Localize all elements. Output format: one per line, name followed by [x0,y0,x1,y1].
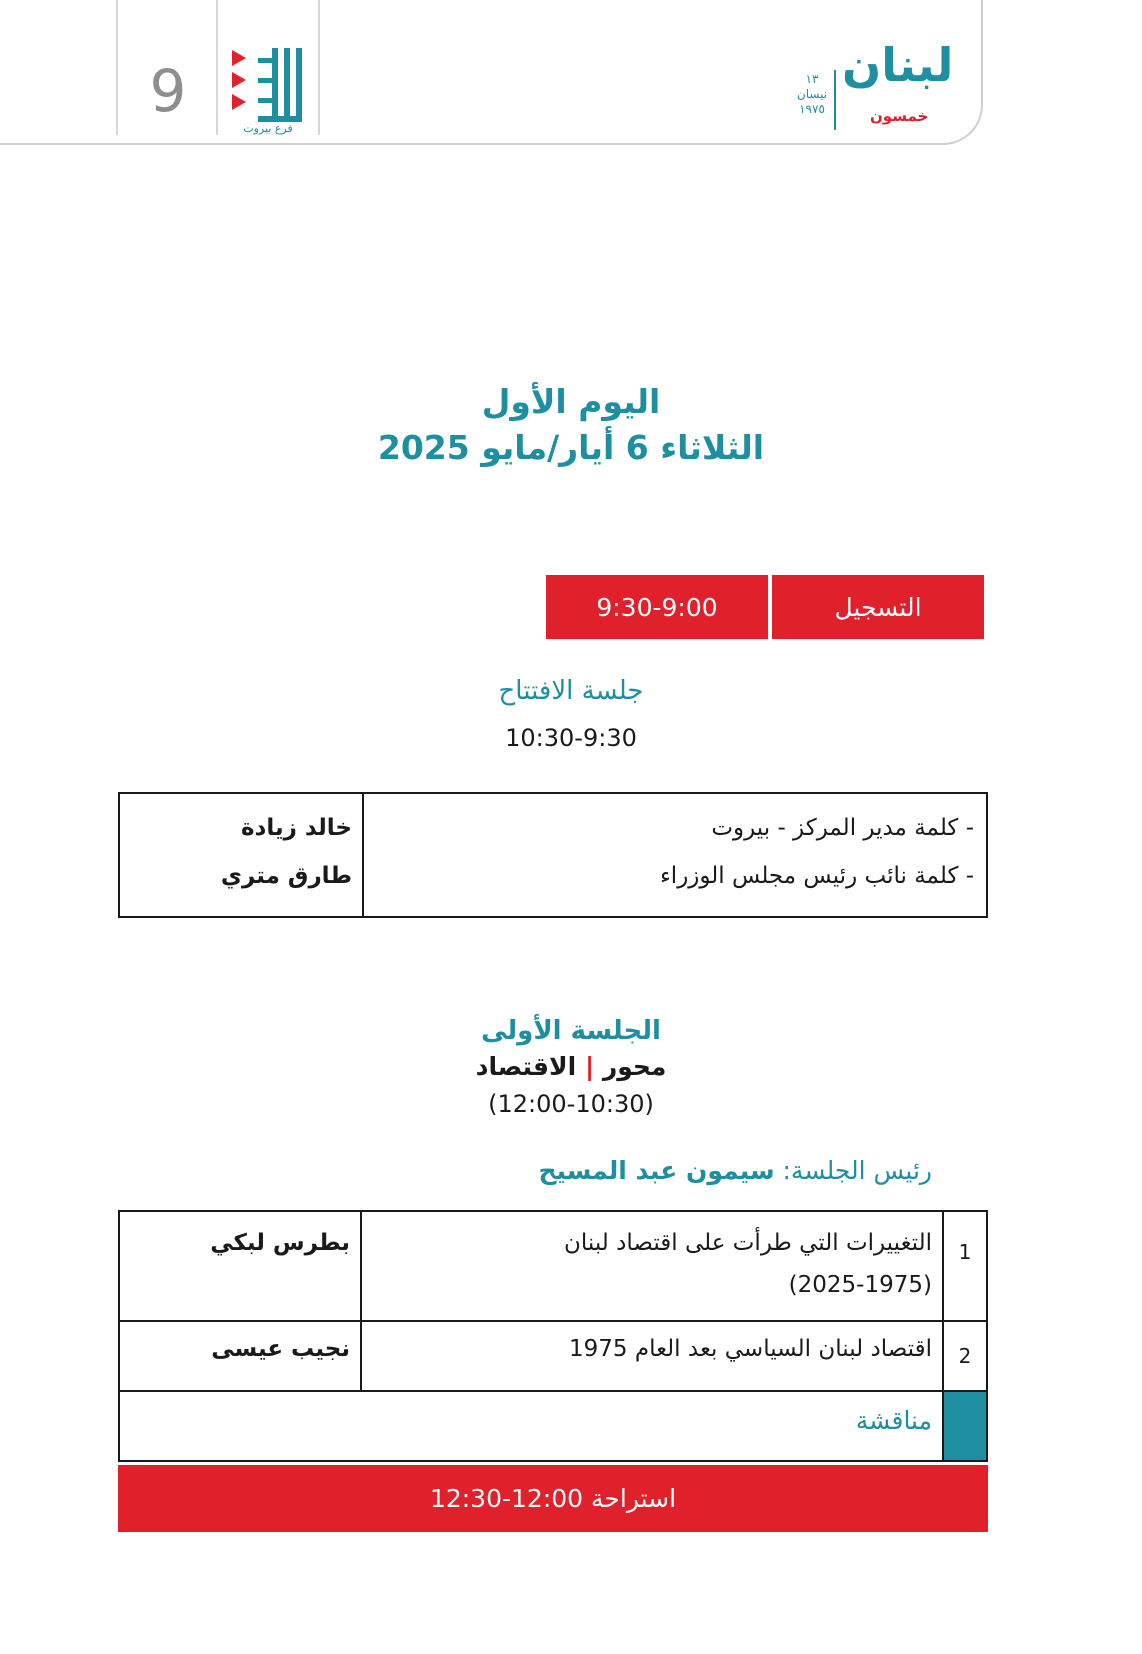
page-number: 9 [149,57,187,125]
paper-title-years: (2025-1975) [788,1272,932,1298]
session-chair [400,1156,932,1185]
paper-title-cell [361,1211,943,1321]
break-label: استراحة [591,1484,677,1513]
brand-date-year: ١٩٧٥ [799,102,825,116]
opening-speakers-cell [119,793,363,917]
opening-item: - كلمة نائب رئيس مجلس الوزراء [659,863,974,889]
registration-time: 9:30-9:00 [546,575,768,639]
opening-table [118,792,988,918]
session1-table [118,1210,988,1462]
chair-name: سيمون عبد المسيح [538,1156,775,1185]
paper-title: اقتصاد لبنان السياسي بعد العام 1975 [361,1321,943,1391]
header-divider [318,0,320,135]
day-title: اليوم الأول [481,382,661,421]
discussion-marker [943,1391,987,1461]
center-logo-text: فرع بيروت [243,122,293,135]
paper-number: 1 [943,1211,987,1321]
axis-name: الاقتصاد [475,1052,577,1081]
break-time: 12:30-12:00 [429,1484,584,1513]
paper-speaker: بطرس لبكي [119,1211,361,1321]
brand-logo: لبنان [842,38,954,92]
axis-label: محور [602,1052,667,1081]
opening-time: 10:30-9:30 [505,724,637,752]
discussion-label: مناقشة [119,1391,943,1461]
brand-subtitle: خمسون [870,107,929,125]
paper-number: 2 [943,1321,987,1391]
header-divider [116,0,118,135]
session1-time: (12:00-10:30) [488,1090,654,1118]
brand-date-day: ١٣ [805,72,819,86]
registration-label: التسجيل [772,575,984,639]
day-date: الثلاثاء 6 أيار/مايو 2025 [377,428,765,467]
header-divider [216,0,218,135]
brand-divider [834,70,836,130]
chair-label: رئيس الجلسة: [782,1156,932,1185]
paper-speaker: نجيب عيسى [119,1321,361,1391]
session1-axis [0,1052,1142,1081]
brand-date [790,72,834,117]
axis-separator: | [584,1052,595,1081]
brand-date-month: نيسان [796,87,828,101]
opening-title: جلسة الافتتاح [498,676,644,706]
break-bar [118,1465,988,1532]
opening-speaker: خالد زيادة [240,815,352,841]
session1-title: الجلسة الأولى [481,1016,661,1046]
opening-item: - كلمة مدير المركز - بيروت [711,815,974,841]
opening-speaker: طارق متري [220,863,352,889]
paper-title: التغييرات التي طرأت على اقتصاد لبنان [564,1230,932,1256]
opening-items-cell [363,793,987,917]
